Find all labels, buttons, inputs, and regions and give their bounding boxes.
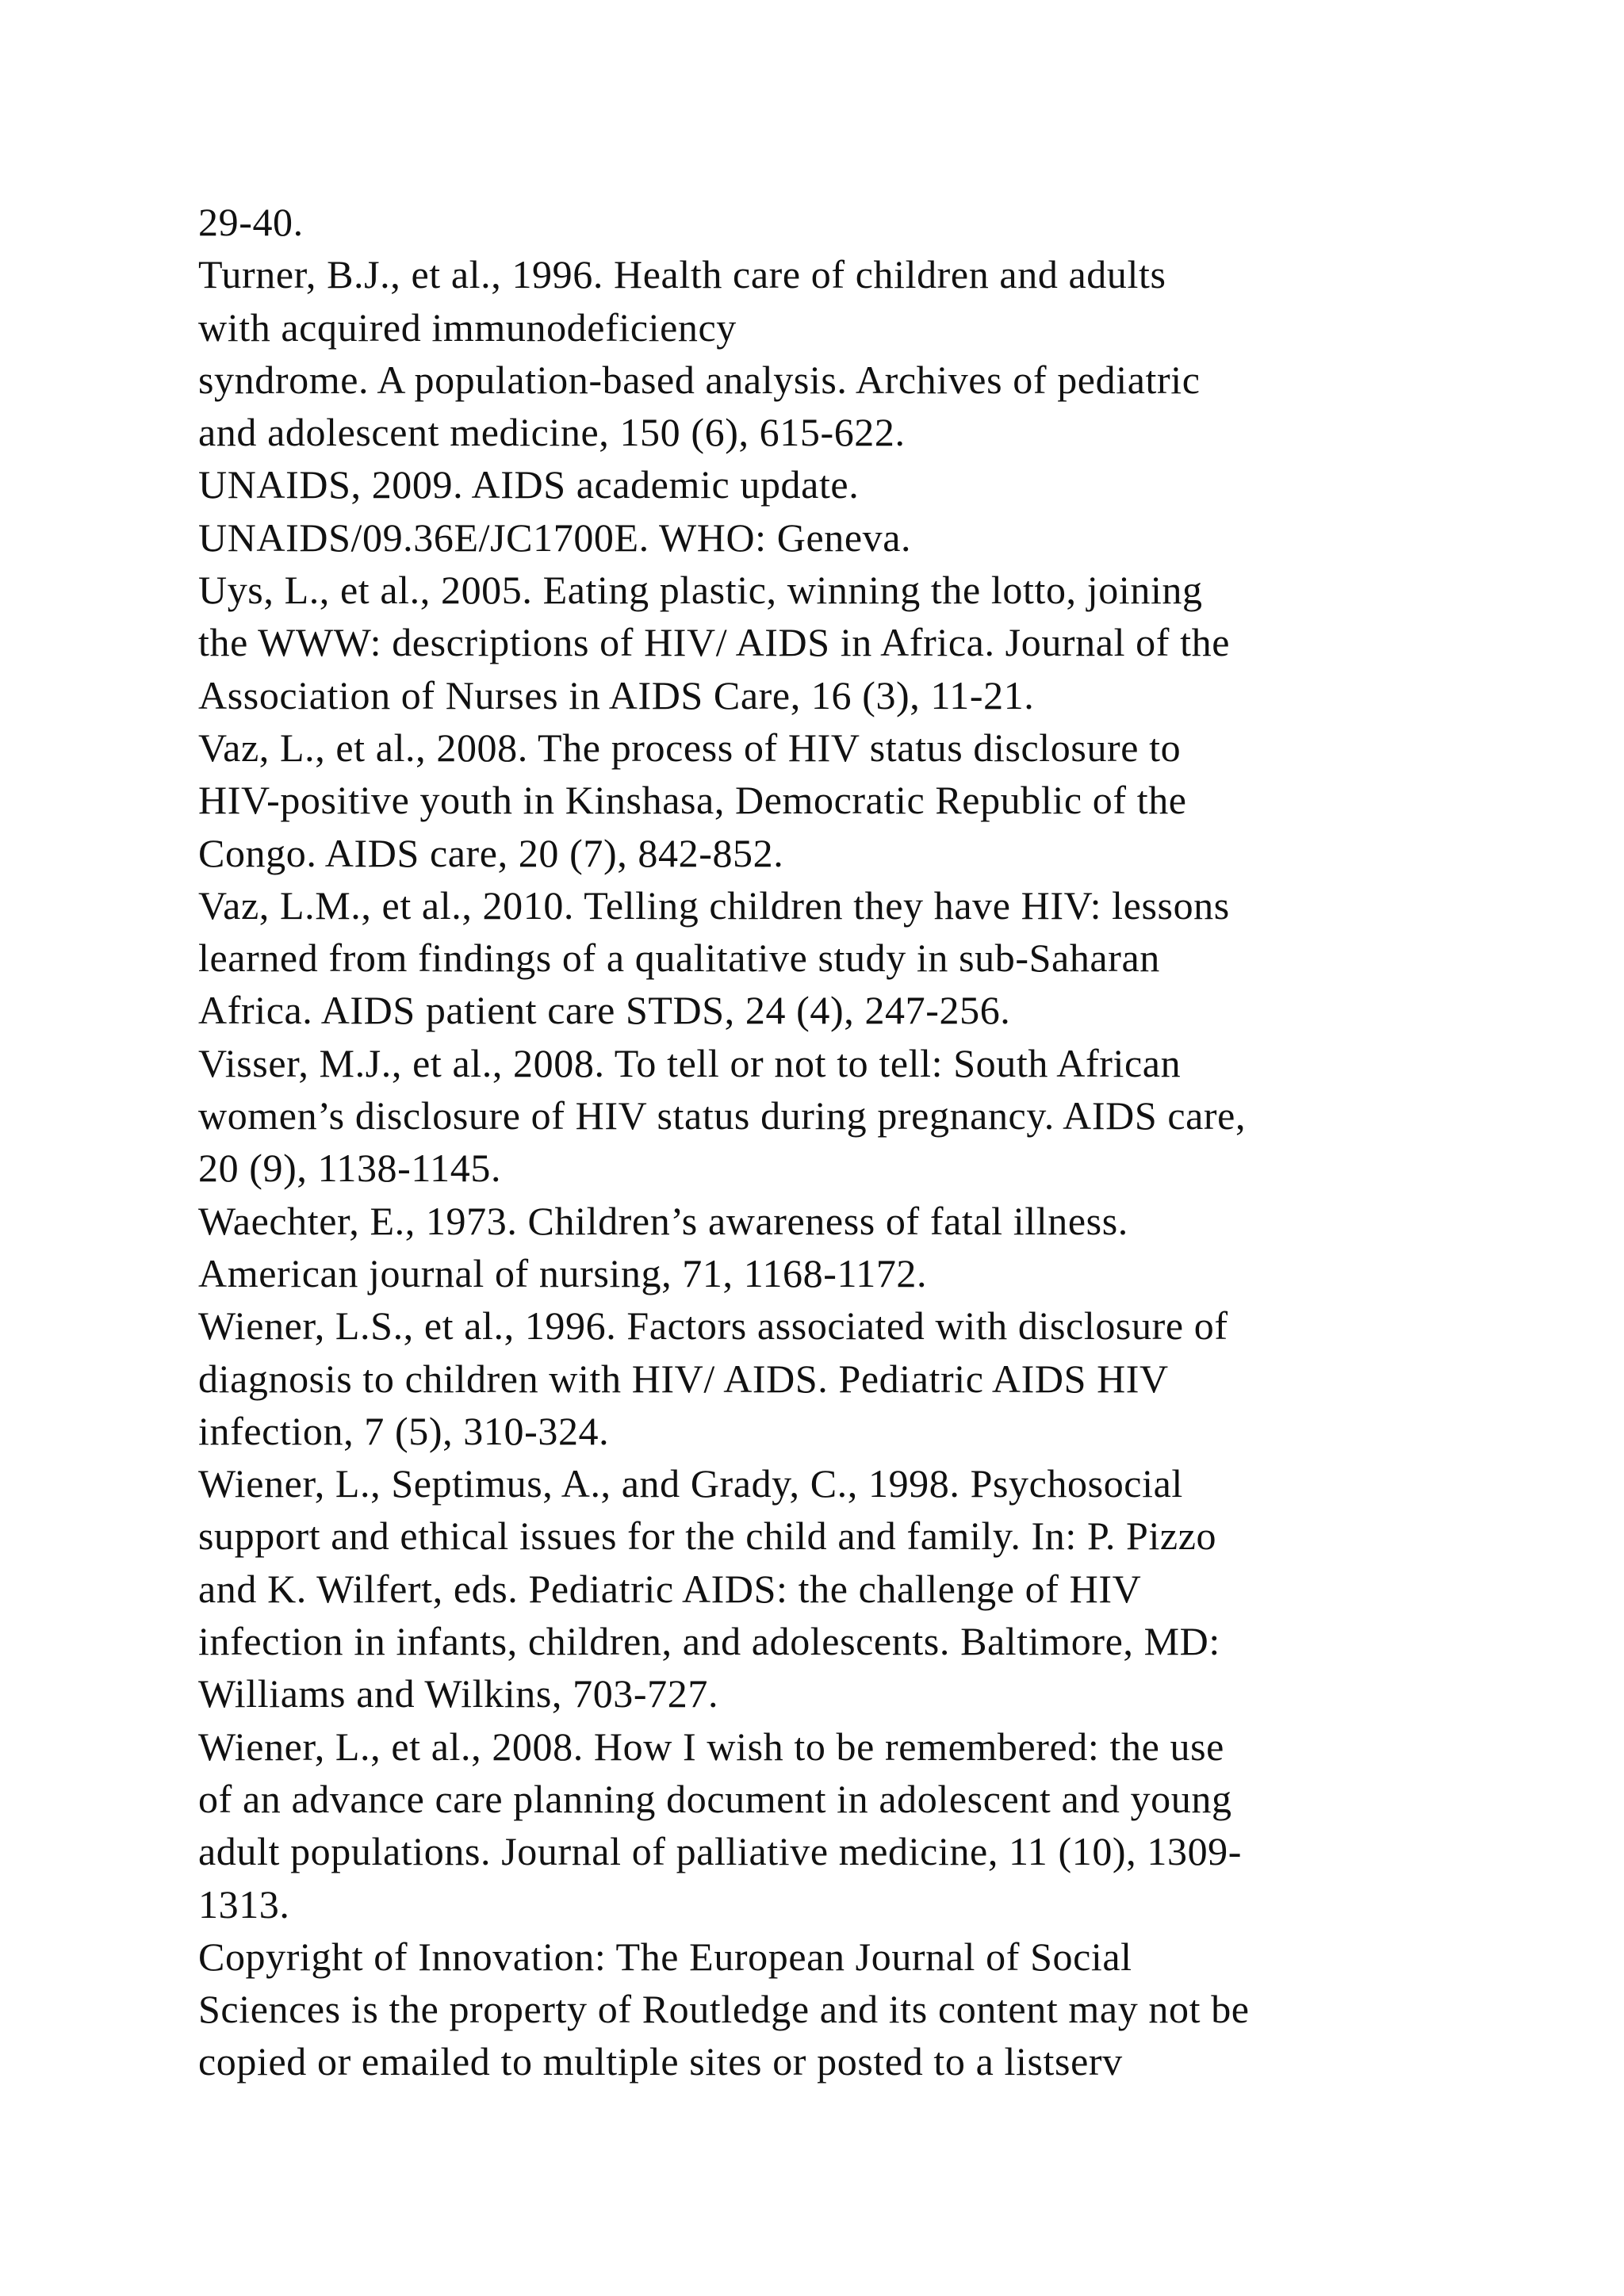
text-line: Wiener, L., Septimus, A., and Grady, C., 1998. Psychosocial <box>198 1461 1183 1506</box>
text-line: Congo. AIDS care, 20 (7), 842-852. <box>198 830 784 875</box>
text-line: Association of Nurses in AIDS Care, 16 (3), 11-21. <box>198 672 1035 718</box>
text-line: with acquired immunodeficiency <box>198 304 737 350</box>
text-line: of an advance care planning document in adolescent and young <box>198 1776 1232 1821</box>
text-line: copied or emailed to multiple sites or posted to a listserv <box>198 2039 1123 2084</box>
text-line: Vaz, L.M., et al., 2010. Telling children they have HIV: lessons <box>198 882 1230 928</box>
text-line: HIV-positive youth in Kinshasa, Democratic Republic of the <box>198 778 1187 823</box>
text-line: UNAIDS, 2009. AIDS academic update. <box>198 462 860 507</box>
text-line: Uys, L., et al., 2005. Eating plastic, winning the lotto, joining <box>198 568 1203 613</box>
text-line: Visser, M.J., et al., 2008. To tell or not to tell: South African <box>198 1040 1182 1085</box>
text-line: diagnosis to children with HIV/ AIDS. Pediatric AIDS HIV <box>198 1356 1169 1401</box>
text-line: support and ethical issues for the child and family. In: P. Pizzo <box>198 1513 1217 1559</box>
text-line: 1313. <box>198 1881 290 1927</box>
text-line: UNAIDS/09.36E/JC1700E. WHO: Geneva. <box>198 515 912 560</box>
text-line: and adolescent medicine, 150 (6), 615-622. <box>198 410 906 455</box>
text-line: infection, 7 (5), 310-324. <box>198 1408 610 1453</box>
text-line: adult populations. Journal of palliative medicine, 11 (10), 1309- <box>198 1829 1243 1874</box>
text-line: and K. Wilfert, eds. Pediatric AIDS: the challenge of HIV <box>198 1566 1142 1611</box>
text-line: American journal of nursing, 71, 1168-1172. <box>198 1250 928 1295</box>
text-line: infection in infants, children, and adolescents. Baltimore, MD: <box>198 1619 1220 1664</box>
text-line: women’s disclosure of HIV status during pregnancy. AIDS care, <box>198 1093 1247 1138</box>
text-line: Wiener, L.S., et al., 1996. Factors associated with disclosure of <box>198 1303 1228 1349</box>
reference-list <box>198 196 1530 2088</box>
text-line: 20 (9), 1138-1145. <box>198 1146 502 1191</box>
text-line: Waechter, E., 1973. Children’s awareness of fatal illness. <box>198 1198 1128 1243</box>
text-line: Copyright of Innovation: The European Journal of Social <box>198 1934 1132 1979</box>
text-line: Williams and Wilkins, 703-727. <box>198 1671 719 1716</box>
text-line: Africa. AIDS patient care STDS, 24 (4), 247-256. <box>198 988 1011 1033</box>
text-line: Sciences is the property of Routledge and its content may not be <box>198 1987 1250 2032</box>
text-line: 29-40. <box>198 200 304 244</box>
text-line: learned from findings of a qualitative study in sub-Saharan <box>198 936 1160 981</box>
text-line: Turner, B.J., et al., 1996. Health care of children and adults <box>198 252 1166 297</box>
text-line: Wiener, L., et al., 2008. How I wish to be remembered: the use <box>198 1724 1224 1769</box>
text-line: Vaz, L., et al., 2008. The process of HIV status disclosure to <box>198 725 1182 770</box>
text-line: the WWW: descriptions of HIV/ AIDS in Africa. Journal of the <box>198 620 1230 665</box>
text-line: syndrome. A population-based analysis. Archives of pediatric <box>198 357 1201 402</box>
